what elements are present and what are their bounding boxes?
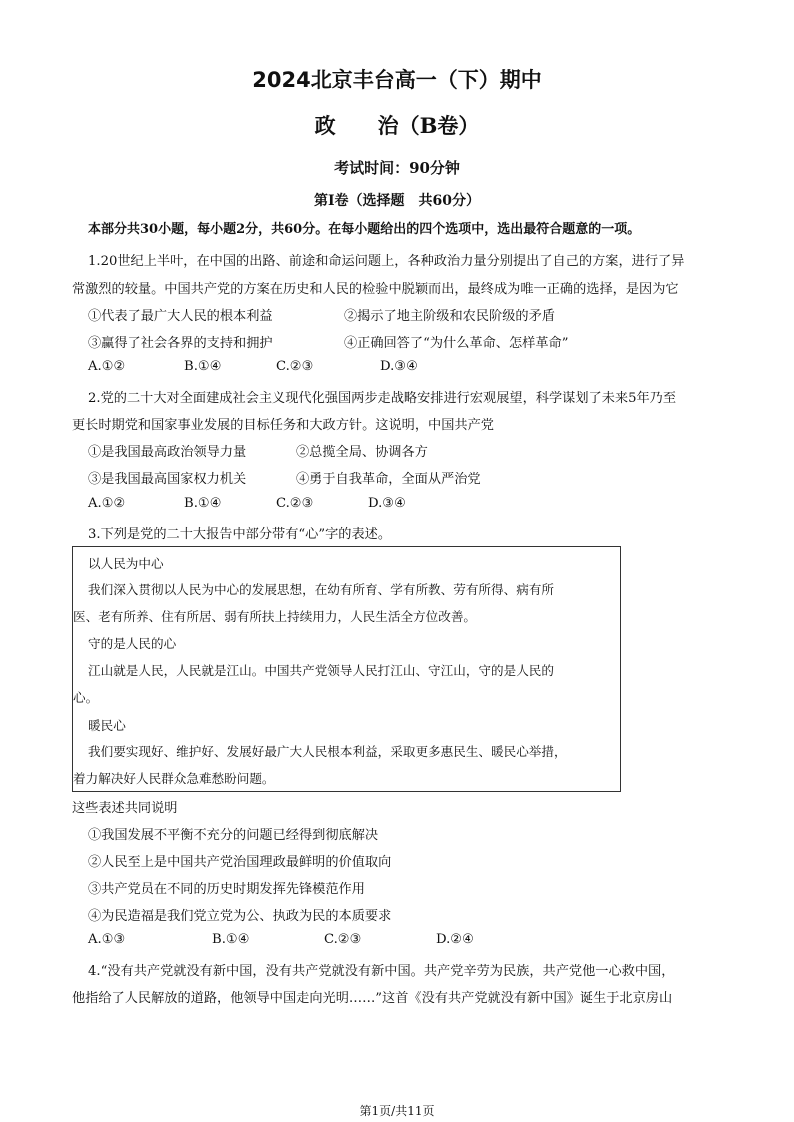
- part-title: 第Ⅰ卷（选择题 共60分）: [313, 193, 481, 209]
- q2-option-a[interactable]: A.①②: [88, 496, 126, 511]
- quote-paragraph-2-line2: 心。: [73, 690, 99, 705]
- part-instruction: 本部分共30小题，每小题2分，共60分。在每小题给出的四个选项中，选出最符合题意的一项。: [88, 222, 641, 237]
- q2-option-d[interactable]: D.③④: [368, 496, 406, 511]
- exam-title: 2024北京丰台高一（下）期中: [252, 68, 542, 92]
- quote-paragraph-3-line2: 着力解决好人民群众急难愁盼问题。: [73, 771, 275, 786]
- q3-option-c[interactable]: C.②③: [324, 932, 362, 947]
- q2-statement-2: ②总揽全局、协调各方: [296, 445, 428, 460]
- q1-stem-line2: 常激烈的较量。中国共产党的方案在历史和人民的检验中脱颖而出，最终成为唯一正确的选择，是因为它: [72, 282, 679, 297]
- q3-stem: 3.下列是党的二十大报告中部分带有“心”字的表述。: [88, 527, 392, 542]
- q1-statement-1: ①代表了最广大人民的根本利益: [88, 309, 273, 324]
- page-number: 第1页/共11页: [359, 1104, 435, 1118]
- q3-statement-4: ④为民造福是我们党立党为公、执政为民的本质要求: [88, 909, 392, 924]
- q1-stem-line1: 1.20世纪上半叶，在中国的出路、前途和命运问题上，各种政治力量分别提出了自己的方案，进行了异: [88, 254, 685, 269]
- quote-heading-1: 以人民为中心: [88, 556, 164, 571]
- q2-stem-line1: 2.党的二十大对全面建成社会主义现代化强国两步走战略安排进行宏观展望，科学谋划了未来5年乃至: [88, 391, 677, 406]
- q2-option-b[interactable]: B.①④: [184, 496, 222, 511]
- quote-paragraph-1-line1: 我们深入贯彻以人民为中心的发展思想，在幼有所育、学有所教、劳有所得、病有所: [88, 582, 554, 597]
- quote-heading-2: 守的是人民的心: [88, 636, 177, 651]
- quote-paragraph-1-line2: 医、老有所养、住有所居、弱有所扶上持续用力，人民生活全方位改善。: [73, 609, 476, 624]
- q1-option-d[interactable]: D.③④: [380, 359, 418, 374]
- q2-stem-line2: 更长时期党和国家事业发展的目标任务和大政方针。这说明，中国共产党: [72, 418, 494, 433]
- q1-statement-2: ②揭示了地主阶级和农民阶级的矛盾: [344, 309, 555, 324]
- q1-option-b[interactable]: B.①④: [184, 359, 222, 374]
- quote-paragraph-3-line1: 我们要实现好、维护好、发展好最广大人民根本利益，采取更多惠民生、暖民心举措，: [88, 744, 567, 759]
- q3-option-d[interactable]: D.②④: [436, 932, 474, 947]
- q3-follow-up: 这些表述共同说明: [72, 801, 178, 816]
- q2-statement-3: ③是我国最高国家权力机关: [88, 472, 247, 487]
- q4-stem-line1: 4.“没有共产党就没有新中国，没有共产党就没有新中国。共产党辛劳为民族，共产党他一心救中国，: [88, 964, 675, 979]
- q4-stem-line2: 他指给了人民解放的道路，他领导中国走向光明……”这首《没有共产党就没有新中国》诞生于北京房山: [72, 991, 673, 1006]
- q2-statement-1: ①是我国最高政治领导力量: [88, 445, 247, 460]
- q1-option-a[interactable]: A.①②: [88, 359, 126, 374]
- q2-statement-4: ④勇于自我革命，全面从严治党: [296, 472, 481, 487]
- subject-title: 政 治（B卷）: [314, 113, 480, 138]
- q3-statement-3: ③共产党员在不同的历史时期发挥先锋模范作用: [88, 882, 365, 897]
- q3-statement-2: ②人民至上是中国共产党治国理政最鲜明的价值取向: [88, 855, 392, 870]
- q3-option-b[interactable]: B.①④: [212, 932, 250, 947]
- q3-option-a[interactable]: A.①③: [88, 932, 126, 947]
- q1-statement-3: ③赢得了社会各界的支持和拥护: [88, 336, 273, 351]
- quote-box: [72, 546, 621, 792]
- quote-heading-3: 暖民心: [88, 718, 126, 733]
- q3-statement-1: ①我国发展不平衡不充分的问题已经得到彻底解决: [88, 828, 379, 843]
- exam-time: 考试时间：90分钟: [334, 159, 460, 177]
- q1-statement-4: ④正确回答了“为什么革命、怎样革命”: [344, 336, 569, 351]
- q1-option-c[interactable]: C.②③: [276, 359, 314, 374]
- quote-paragraph-2-line1: 江山就是人民，人民就是江山。中国共产党领导人民打江山、守江山，守的是人民的: [88, 663, 554, 678]
- q2-option-c[interactable]: C.②③: [276, 496, 314, 511]
